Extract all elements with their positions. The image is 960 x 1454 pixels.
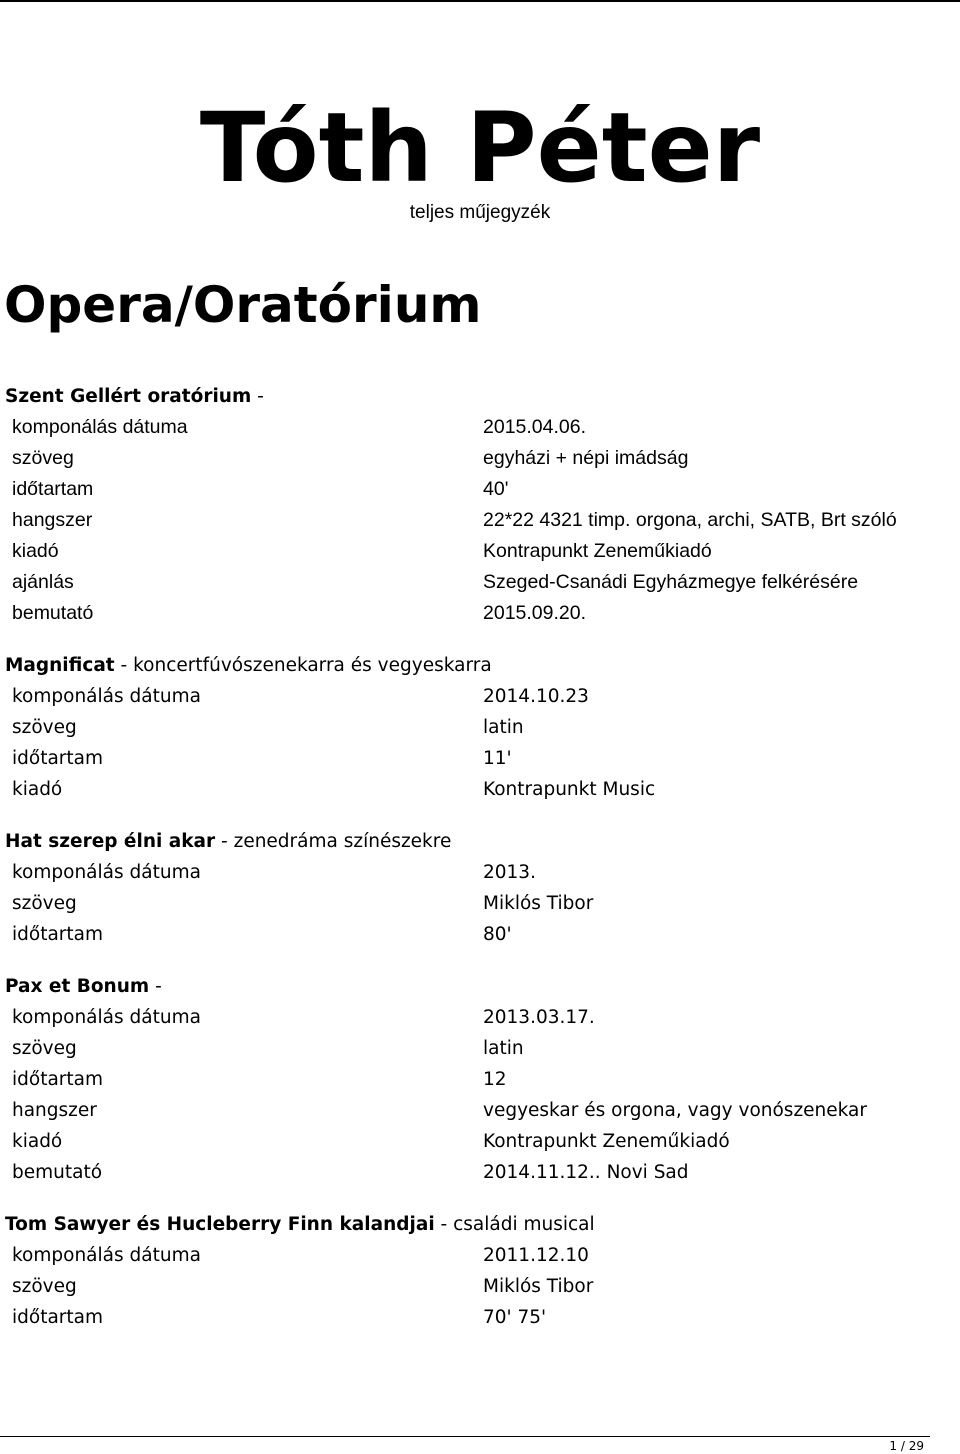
work-heading xyxy=(0,1209,960,1240)
detail-row xyxy=(0,598,960,629)
detail-row xyxy=(0,1157,960,1188)
detail-row xyxy=(0,443,960,474)
page-number: 1 / 29 xyxy=(889,1439,924,1453)
works-list xyxy=(0,381,960,1354)
detail-label: kiadó xyxy=(12,779,63,800)
work-title: Hat szerep élni akar xyxy=(5,831,216,852)
section-title: Opera/Oratórium xyxy=(4,276,482,334)
detail-value: 2014.11.12.. Novi Sad xyxy=(483,1162,689,1183)
detail-value: Kontrapunkt Zeneműkiadó xyxy=(483,540,712,562)
composer-name: Tóth Péter xyxy=(199,92,761,204)
detail-label: komponálás dátuma xyxy=(12,686,201,707)
work-title: Pax et Bonum xyxy=(5,976,150,997)
detail-value: 2013. xyxy=(483,862,536,883)
detail-label: időtartam xyxy=(12,924,104,945)
detail-value: 22*22 4321 timp. orgona, archi, SATB, Brt szóló xyxy=(483,509,897,531)
work-item xyxy=(0,971,960,1188)
detail-row xyxy=(0,505,960,536)
detail-label: szöveg xyxy=(12,893,77,914)
detail-row xyxy=(0,567,960,598)
detail-label: időtartam xyxy=(12,478,94,500)
detail-value: 2015.04.06. xyxy=(483,416,587,438)
detail-value: 40' xyxy=(483,478,509,500)
detail-row xyxy=(0,1302,960,1333)
detail-value: latin xyxy=(483,1038,524,1059)
footer-rule xyxy=(0,1436,930,1437)
work-title: Magnificat xyxy=(5,655,115,676)
detail-value: 2015.09.20. xyxy=(483,602,587,624)
work-separator: - xyxy=(149,976,162,997)
detail-value: Kontrapunkt Zeneműkiadó xyxy=(483,1131,730,1152)
work-description: koncertfúvószenekarra és vegyeskarra xyxy=(133,655,492,676)
detail-row xyxy=(0,681,960,712)
detail-row xyxy=(0,919,960,950)
detail-value: Kontrapunkt Music xyxy=(483,779,656,800)
work-heading xyxy=(0,381,960,412)
detail-value: Miklós Tibor xyxy=(483,893,594,914)
work-description: zenedráma színészekre xyxy=(233,831,452,852)
detail-label: időtartam xyxy=(12,748,104,769)
detail-row xyxy=(0,1271,960,1302)
work-separator: - xyxy=(434,1214,454,1235)
detail-value: Szeged-Csanádi Egyházmegye felkérésére xyxy=(483,571,859,593)
detail-value: vegyeskar és orgona, vagy vonószenekar xyxy=(483,1100,867,1121)
detail-value: 12 xyxy=(483,1069,507,1090)
detail-value: 70' 75' xyxy=(483,1307,547,1328)
work-heading xyxy=(0,826,960,857)
detail-row xyxy=(0,774,960,805)
detail-label: komponálás dátuma xyxy=(12,862,201,883)
work-item xyxy=(0,826,960,950)
work-description: családi musical xyxy=(453,1214,595,1235)
work-title: Tom Sawyer és Hucleberry Finn kalandjai xyxy=(5,1214,435,1235)
detail-value: 11' xyxy=(483,748,512,769)
detail-label: időtartam xyxy=(12,1307,104,1328)
detail-label: ajánlás xyxy=(12,571,74,593)
work-heading xyxy=(0,971,960,1002)
work-item xyxy=(0,650,960,805)
detail-row xyxy=(0,536,960,567)
detail-value: latin xyxy=(483,717,524,738)
detail-label: bemutató xyxy=(12,602,94,624)
detail-row xyxy=(0,1240,960,1271)
detail-row xyxy=(0,474,960,505)
detail-label: szöveg xyxy=(12,1038,77,1059)
work-separator: - xyxy=(114,655,134,676)
detail-value: 80' xyxy=(483,924,512,945)
detail-label: szöveg xyxy=(12,717,77,738)
detail-row xyxy=(0,1064,960,1095)
detail-value: 2011.12.10 xyxy=(483,1245,589,1266)
detail-row xyxy=(0,857,960,888)
detail-row xyxy=(0,1126,960,1157)
detail-label: időtartam xyxy=(12,1069,104,1090)
detail-label: szöveg xyxy=(12,1276,77,1297)
document-subtitle: teljes műjegyzék xyxy=(409,202,551,223)
detail-label: komponálás dátuma xyxy=(12,1007,201,1028)
detail-row xyxy=(0,743,960,774)
detail-value: 2014.10.23 xyxy=(483,686,589,707)
work-title: Szent Gellért oratórium xyxy=(5,386,252,407)
detail-row xyxy=(0,1002,960,1033)
detail-label: bemutató xyxy=(12,1162,103,1183)
work-separator: - xyxy=(215,831,234,852)
work-item xyxy=(0,381,960,629)
work-item xyxy=(0,1209,960,1333)
detail-row xyxy=(0,1033,960,1064)
detail-row xyxy=(0,888,960,919)
detail-label: hangszer xyxy=(12,509,93,531)
detail-label: szöveg xyxy=(12,447,74,469)
detail-label: kiadó xyxy=(12,1131,63,1152)
detail-label: komponálás dátuma xyxy=(12,1245,201,1266)
top-rule xyxy=(0,0,960,2)
detail-label: komponálás dátuma xyxy=(12,416,188,438)
work-separator: - xyxy=(251,386,264,407)
detail-value: Miklós Tibor xyxy=(483,1276,594,1297)
detail-label: hangszer xyxy=(12,1100,97,1121)
detail-value: 2013.03.17. xyxy=(483,1007,595,1028)
detail-row xyxy=(0,412,960,443)
work-heading xyxy=(0,650,960,681)
detail-value: egyházi + népi imádság xyxy=(483,447,689,469)
detail-label: kiadó xyxy=(12,540,59,562)
detail-row xyxy=(0,1095,960,1126)
detail-row xyxy=(0,712,960,743)
